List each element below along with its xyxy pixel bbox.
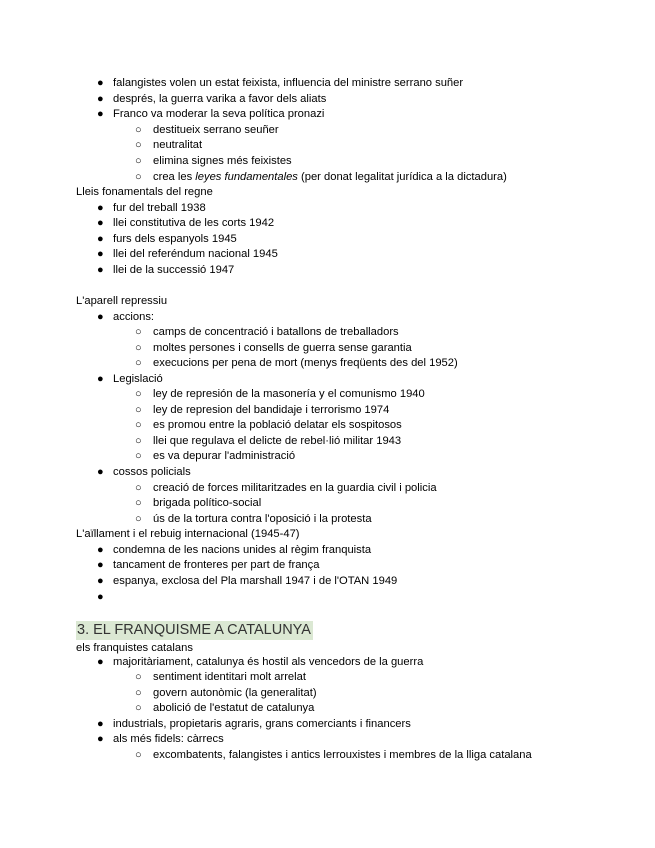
list-item: espanya, exclosa del Pla marshall 1947 i de l'OTAN 1949 [113, 575, 398, 587]
sub-list-item: abolició de l'estatut de catalunya [153, 702, 315, 714]
bullet-marker: ● [97, 264, 104, 276]
bullet-marker: ● [97, 575, 104, 587]
list-item: als més fidels: càrrecs [113, 733, 224, 745]
list-item: llei constitutiva de les corts 1942 [113, 217, 275, 229]
bullet-marker: ● [97, 311, 104, 323]
sub-bullet-marker: ○ [135, 702, 142, 714]
sub-list-item: ley de represión de la masonería y el comunismo 1940 [153, 388, 425, 400]
sub-list-item: sentiment identitari molt arrelat [153, 671, 306, 683]
section-heading-franquisme-catalunya: 3. EL FRANQUISME A CATALUNYA [77, 622, 311, 638]
sub-bullet-marker: ○ [135, 124, 142, 136]
list-item: accions: [113, 311, 155, 323]
bullet-marker: ● [97, 373, 104, 385]
section-title-aillament: L'aïllament i el rebuig internacional (1945-47) [76, 528, 300, 540]
bullet-marker: ● [97, 718, 104, 730]
list-item: després, la guerra varika a favor dels aliats [113, 93, 327, 105]
sub-list-item: destitueix serrano seuñer [153, 124, 279, 136]
section-subtitle: els franquistes catalans [76, 642, 193, 654]
sub-bullet-marker: ○ [135, 139, 142, 151]
bullet-marker: ● [97, 248, 104, 260]
list-item: fur del treball 1938 [113, 202, 206, 214]
sub-list-item-leyes [153, 170, 507, 185]
section-title-aparell: L'aparell repressiu [76, 295, 168, 307]
sub-list-item: neutralitat [153, 139, 203, 151]
sub-bullet-marker: ○ [135, 435, 142, 447]
bullet-marker: ● [97, 656, 104, 668]
sub-bullet-marker: ○ [135, 357, 142, 369]
bullet-marker: ● [97, 544, 104, 556]
sub-bullet-marker: ○ [135, 513, 142, 525]
bullet-marker: ● [97, 217, 104, 229]
list-item: falangistes volen un estat feixista, influencia del ministre serrano suñer [113, 77, 464, 89]
bullet-marker: ● [97, 466, 104, 478]
list-item: furs dels espanyols 1945 [113, 233, 237, 245]
sub-bullet-marker: ○ [135, 419, 142, 431]
sub-bullet-marker: ○ [135, 497, 142, 509]
list-item: condemna de les nacions unides al règim franquista [113, 544, 372, 556]
sub-list-item: es promou entre la població delatar els sospitosos [153, 419, 402, 431]
list-item: Franco va moderar la seva política pronazi [113, 108, 325, 120]
sub-list-item: ley de represion del bandidaje i terrorismo 1974 [153, 404, 390, 416]
sub-list-item: llei que regulava el delicte de rebel·lió militar 1943 [153, 435, 402, 447]
sub-list-item: camps de concentració i batallons de treballadors [153, 326, 399, 338]
bullet-marker: ● [97, 93, 104, 105]
sub-bullet-marker: ○ [135, 450, 142, 462]
sub-list-item: moltes persones i consells de guerra sense garantia [153, 342, 412, 354]
sub-bullet-marker: ○ [135, 671, 142, 683]
sub-list-item: brigada político-social [153, 497, 262, 509]
sub-list-item: govern autonòmic (la generalitat) [153, 687, 317, 699]
text-suffix: (per donat legalitat jurídica a la dictadura) [297, 171, 507, 183]
sub-bullet-marker: ○ [135, 155, 142, 167]
sub-bullet-marker: ○ [135, 326, 142, 338]
section-title-lleis: Lleis fonamentals del regne [76, 186, 213, 198]
sub-list-item: es va depurar l'administració [153, 450, 296, 462]
list-item: llei de la successió 1947 [113, 264, 235, 276]
sub-bullet-marker: ○ [135, 404, 142, 416]
bullet-marker: ● [97, 233, 104, 245]
list-item: Legislació [113, 373, 163, 385]
list-item: llei del referéndum nacional 1945 [113, 248, 278, 260]
sub-list-item: execucions per pena de mort (menys freqüents des del 1952) [153, 357, 458, 369]
list-item: industrials, propietaris agraris, grans comerciants i financers [113, 718, 411, 730]
sub-bullet-marker: ○ [135, 171, 142, 183]
list-item: cossos policials [113, 466, 191, 478]
sub-bullet-marker: ○ [135, 388, 142, 400]
bullet-marker: ● [97, 733, 104, 745]
list-item: majoritàriament, catalunya és hostil als vencedors de la guerra [113, 656, 424, 668]
list-item: tancament de fronteres per part de frança [113, 559, 320, 571]
sub-list-item: excombatents, falangistes i antics lerrouxistes i membres de la lliga catalana [153, 749, 532, 761]
sub-list-item: elimina signes més feixistes [153, 155, 292, 167]
sub-list-item: ús de la tortura contra l'oposició i la protesta [153, 513, 372, 525]
sub-bullet-marker: ○ [135, 342, 142, 354]
sub-list-item: creació de forces militaritzades en la guardia civil i policia [153, 482, 437, 494]
bullet-marker: ● [97, 591, 104, 603]
bullet-marker: ● [97, 202, 104, 214]
bullet-marker: ● [97, 77, 104, 89]
bullet-marker: ● [97, 559, 104, 571]
sub-bullet-marker: ○ [135, 482, 142, 494]
sub-bullet-marker: ○ [135, 687, 142, 699]
text-prefix: crea les [153, 171, 196, 183]
sub-bullet-marker: ○ [135, 749, 142, 761]
italic-term: leyes fundamentales [195, 171, 298, 183]
bullet-marker: ● [97, 108, 104, 120]
